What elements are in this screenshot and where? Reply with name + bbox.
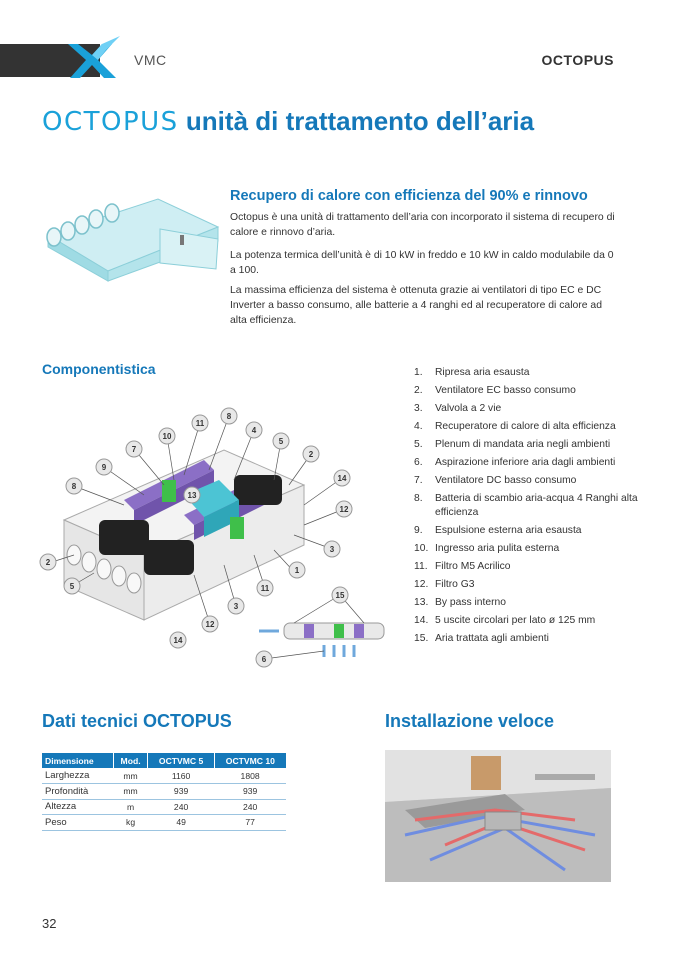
table-cell: 939 [148,784,214,800]
table-cell: Profondità [42,784,113,800]
svg-text:3: 3 [233,602,239,611]
tech-column-header: OCTVMC 5 [148,753,214,768]
title-rest: unità di trattamento dell’aria [185,106,535,136]
component-text: Aspirazione inferiore aria dagli ambienti [435,457,616,468]
component-number: 13. [414,597,429,608]
component-text: Plenum di mandata aria negli ambienti [435,439,611,450]
component-item [414,596,644,610]
tech-column-header: Dimensione [42,753,113,768]
component-item [414,456,644,470]
intro-paragraph-2: La potenza termica dell’unità è di 10 kW in freddo e 10 kW in caldo modulabile da 0 a 100. [230,250,614,276]
component-text: Ingresso aria pulita esterna [435,543,560,554]
table-cell: 77 [214,815,286,831]
tech-column-header: OCTVMC 10 [214,753,286,768]
component-item [414,560,644,574]
page-number: 32 [42,916,57,931]
component-number: 7. [414,475,423,486]
svg-text:12: 12 [205,620,215,629]
component-text: Espulsione esterna aria esausta [435,525,582,536]
component-number: 12. [414,579,429,590]
component-number: 1. [414,367,423,378]
table-cell: 1808 [214,768,286,784]
component-text: Filtro M5 Acrilico [435,561,511,572]
component-text: Ripresa aria esausta [435,367,530,378]
intro-paragraph-1: Octopus è una unità di trattamento dell’aria con incorporato il sistema di recupero di calore e rinnovo d’aria. [230,212,615,238]
component-number: 11. [414,561,428,572]
title-brand: OCTOPUS [42,107,179,137]
table-cell: m [113,799,148,815]
component-number: 5. [414,439,423,450]
header-product: OCTOPUS [541,52,614,68]
component-number: 8. [414,493,423,504]
svg-text:5: 5 [278,437,284,446]
product-image [40,185,220,285]
tech-table-body [42,768,286,830]
table-row [42,799,286,815]
tech-table-header [42,753,286,768]
component-text: 5 uscite circolari per lato ø 125 mm [435,615,596,626]
table-cell: 240 [214,799,286,815]
svg-text:14: 14 [173,636,183,645]
component-text: Filtro G3 [435,579,475,590]
svg-text:10: 10 [162,432,172,441]
component-text: By pass interno [435,597,506,608]
component-number: 6. [414,457,423,468]
components-heading: Componentistica [42,361,156,377]
tech-heading: Dati tecnici OCTOPUS [42,711,232,731]
svg-text:7: 7 [131,445,137,454]
table-row [42,768,286,784]
component-item [414,402,644,416]
component-text: Ventilatore EC basso consumo [435,385,576,396]
component-text: Valvola a 2 vie [435,403,502,414]
svg-text:9: 9 [101,463,107,472]
table-cell: mm [113,768,148,784]
svg-text:13: 13 [187,491,197,500]
svg-text:15: 15 [335,591,345,600]
component-number: 10. [414,543,429,554]
component-number: 15. [414,633,429,644]
component-item [414,542,644,556]
component-text: Ventilatore DC basso consumo [435,475,577,486]
table-cell: Peso [42,815,113,831]
component-item [414,578,644,592]
component-item [414,366,644,380]
svg-text:2: 2 [45,558,51,567]
table-cell: 939 [214,784,286,800]
table-row [42,815,286,831]
svg-text:1: 1 [294,566,300,575]
svg-text:8: 8 [71,482,77,491]
table-cell: Altezza [42,799,113,815]
svg-text:11: 11 [195,419,205,428]
table-cell: kg [113,815,148,831]
tech-table [42,753,286,831]
component-item [414,492,644,520]
install-heading: Installazione veloce [385,711,555,731]
page-title [42,106,534,137]
component-number: 4. [414,421,423,432]
component-item [414,438,644,452]
installation-image [385,750,611,882]
component-item [414,420,644,434]
component-text: Batteria di scambio aria-acqua 4 Ranghi alta efficienza [435,493,638,518]
intro-heading: Recupero di calore con efficienza del 90% e rinnovo [230,188,588,204]
svg-text:12: 12 [339,505,349,514]
intro-paragraph-3: La massima efficienza del sistema è ottenuta grazie ai ventilatori di tipo EC e DC Inverter a basso consumo, alle batterie a 4 ranghi ed al recuperatore di calore ad alta efficienza. [230,285,602,326]
header-section: VMC [134,52,167,68]
table-cell: mm [113,784,148,800]
table-cell: 49 [148,815,214,831]
svg-text:14: 14 [337,474,347,483]
component-item [414,474,644,488]
svg-text:5: 5 [69,582,75,591]
svg-text:6: 6 [261,655,267,664]
svg-text:4: 4 [251,426,257,435]
component-number: 14. [414,615,429,626]
table-cell: 1160 [148,768,214,784]
component-item [414,632,644,646]
brand-logo-icon [62,34,122,84]
svg-text:3: 3 [329,545,335,554]
component-item [414,524,644,538]
component-number: 2. [414,385,423,396]
component-item [414,614,644,628]
component-number: 3. [414,403,423,414]
component-text: Aria trattata agli ambienti [435,633,549,644]
component-text: Recuperatore di calore di alta efficienza [435,421,616,432]
table-row [42,784,286,800]
components-diagram [34,395,394,675]
component-number: 9. [414,525,423,536]
tech-column-header: Mod. [113,753,148,768]
svg-text:2: 2 [308,450,314,459]
svg-text:11: 11 [260,584,270,593]
svg-text:8: 8 [226,412,232,421]
table-cell: Larghezza [42,768,113,784]
components-list [414,366,644,650]
table-cell: 240 [148,799,214,815]
component-item [414,384,644,398]
